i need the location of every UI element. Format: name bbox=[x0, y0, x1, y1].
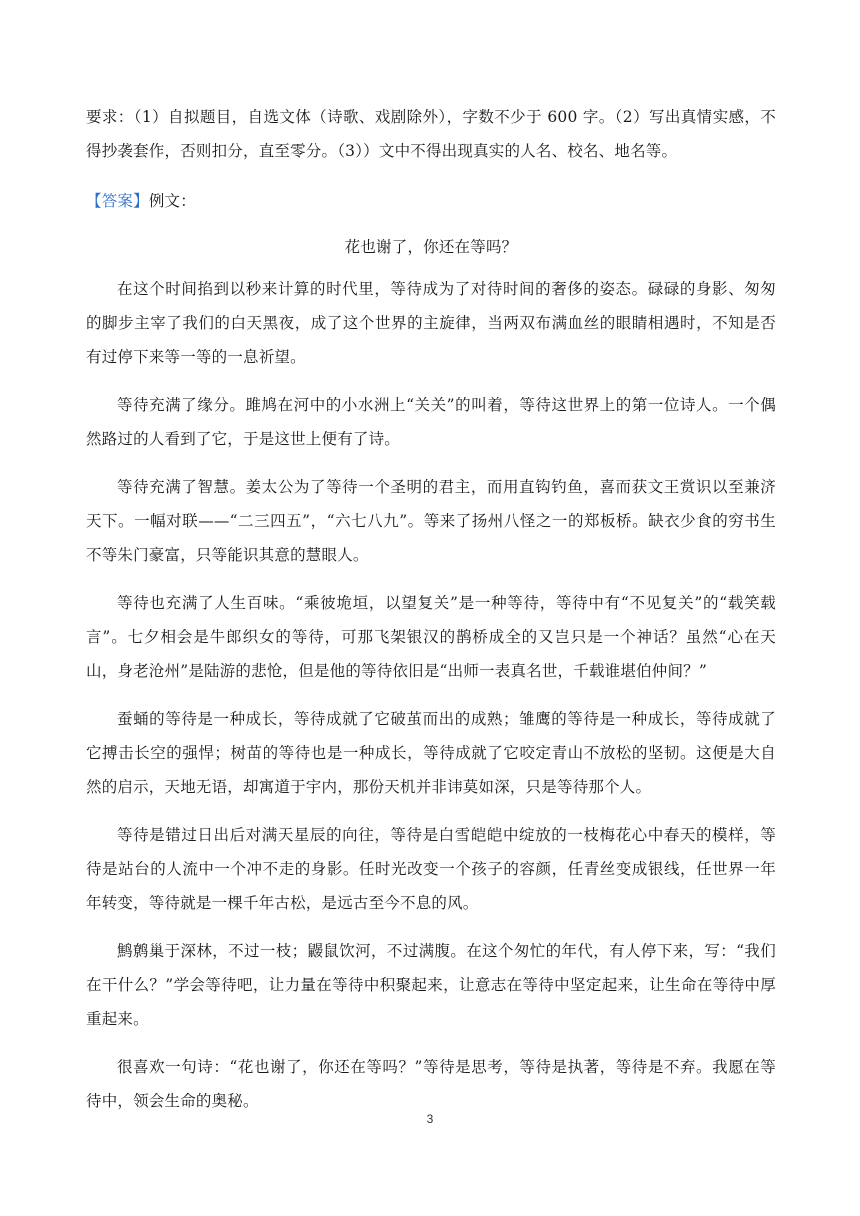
page-content bbox=[86, 100, 776, 1132]
answer-tag: 【答案】 bbox=[86, 192, 149, 210]
answer-line bbox=[86, 184, 776, 218]
requirement-text: 要求：（1）自拟题目，自选文体（诗歌、戏剧除外），字数不少于 600 字。（2）写出真情实感，不得抄袭套作，否则扣分，直至零分。（3））文中不得出现真实的人名、校名、地名等。 bbox=[86, 108, 776, 160]
answer-label: 例文： bbox=[148, 192, 196, 210]
essay-paragraph-8: 很喜欢一句诗：“花也谢了，你还在等吗？”等待是思考，等待是执著，等待是不弃。我愿在等待中，领会生命的奥秘。 bbox=[86, 1058, 776, 1110]
essay-paragraph-4: 等待也充满了人生百味。“乘彼垝垣，以望复关”是一种等待，等待中有“不见复关”的“载笑载言”。七夕相会是牛郎织女的等待，可那飞架银汉的鹊桥成全的又岂只是一个神话？虽然“心在天山，身老沧州”是陆游的悲怆，但是他的等待依旧是“出师一表真名世，千载谁堪伯仲间？” bbox=[86, 594, 776, 680]
essay-title: 花也谢了，你还在等吗？ bbox=[344, 238, 518, 256]
essay-paragraph-1: 在这个时间掐到以秒来计算的时代里，等待成为了对待时间的奢侈的姿态。碌碌的身影、匆匆的脚步主宰了我们的白天黑夜，成了这个世界的主旋律，当两双布满血丝的眼睛相遇时，不知是否有过停下来等一等的一息祈望。 bbox=[86, 280, 776, 366]
essay-paragraph-7: 鹪鹩巢于深林，不过一枝；鼹鼠饮河，不过满腹。在这个匆忙的年代，有人停下来，写：“我们在干什么？”学会等待吧，让力量在等待中积聚起来，让意志在等待中坚定起来，让生命在等待中厚重起来。 bbox=[86, 942, 776, 1028]
essay-paragraph-3: 等待充满了智慧。姜太公为了等待一个圣明的君主，而用直钩钓鱼，喜而获文王赏识以至兼济天下。一幅对联——“二三四五”，“六七八九”。等来了扬州八怪之一的郑板桥。缺衣少食的穷书生不等朱门豪富，只等能识其意的慧眼人。 bbox=[86, 478, 776, 564]
essay-paragraph-2: 等待充满了缘分。雎鸠在河中的小水洲上“关关”的叫着，等待这世界上的第一位诗人。一个偶然路过的人看到了它，于是这世上便有了诗。 bbox=[86, 396, 776, 448]
essay-paragraph-6: 等待是错过日出后对满天星辰的向往，等待是白雪皑皑中绽放的一枝梅花心中春天的模样，等待是站台的人流中一个冲不走的身影。任时光改变一个孩子的容颜，任青丝变成银线，任世界一年年转变，等待就是一棵千年古松，是远古至今不息的风。 bbox=[86, 826, 776, 912]
essay-paragraph-5: 蚕蛹的等待是一种成长，等待成就了它破茧而出的成熟；雏鹰的等待是一种成长，等待成就了它搏击长空的强悍；树苗的等待也是一种成长，等待成就了它咬定青山不放松的坚韧。这便是大自然的启示，天地无语，却寓道于宇内，那份天机并非讳莫如深，只是等待那个人。 bbox=[86, 710, 776, 796]
page-number: 3 bbox=[426, 1112, 434, 1126]
